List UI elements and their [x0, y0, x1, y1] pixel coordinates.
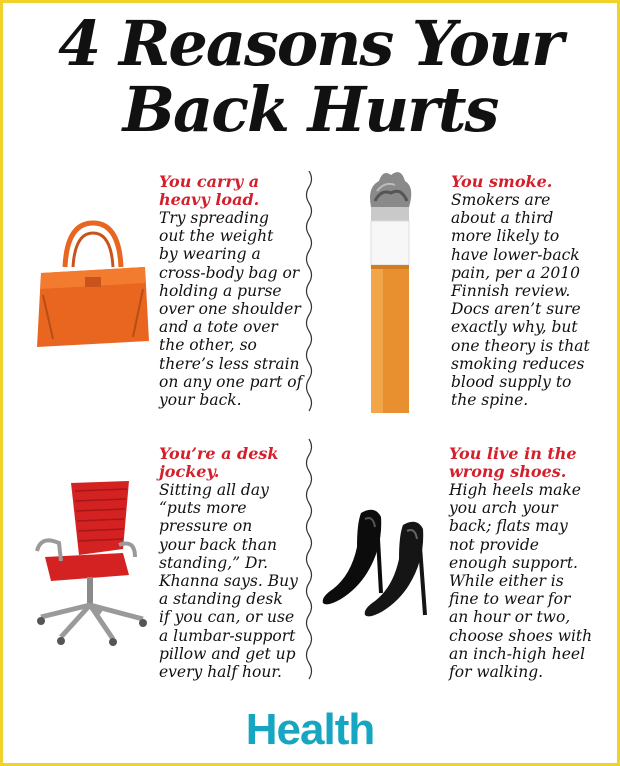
body-line: Sitting all day	[159, 481, 269, 499]
heading-line: wrong shoes.	[449, 462, 567, 481]
body-line: not provide	[449, 535, 539, 554]
body-line: more likely to	[451, 227, 560, 246]
body-line: if you can, or use	[159, 608, 295, 627]
page-title	[3, 7, 617, 146]
section-4-heading	[449, 445, 613, 481]
title-line-1: 4 Reasons Your	[58, 7, 562, 80]
body-line: Khanna says. Buy	[159, 572, 298, 591]
body-line: pain, per a 2010	[451, 263, 581, 282]
body-line: Docs aren’t sure	[451, 300, 581, 319]
body-line: one theory is that	[451, 336, 590, 355]
section-2-body	[451, 191, 611, 409]
section-1-heading	[159, 173, 309, 209]
heading-line: You carry a	[159, 172, 260, 191]
black-high-heels-image	[317, 503, 441, 623]
body-line: on any one part of	[159, 372, 303, 391]
title-line-2: Back Hurts	[122, 73, 498, 146]
body-line: your back than	[159, 535, 278, 554]
section-carry-load	[159, 173, 309, 409]
body-line: an inch-high heel	[449, 644, 586, 663]
heading-line: You live in the	[449, 444, 577, 463]
body-line: out the weight	[159, 227, 274, 246]
red-office-chair-image	[31, 477, 151, 647]
body-line: smoking reduces	[451, 354, 585, 373]
body-line: and a tote over	[159, 318, 278, 337]
body-line: the other, so	[159, 336, 257, 355]
body-line: choose shoes with	[449, 626, 593, 645]
body-line: blood supply to	[451, 373, 572, 392]
body-line: Finnish review.	[451, 282, 571, 301]
heading-line: You smoke.	[451, 172, 553, 191]
section-wrong-shoes	[449, 445, 613, 681]
body-line: standing,” Dr.	[159, 553, 269, 572]
section-smoke	[451, 173, 611, 409]
body-line: cross-body bag or	[159, 263, 300, 282]
orange-handbag-image	[33, 215, 153, 355]
heading-line: heavy load.	[159, 190, 260, 209]
body-line: every half hour.	[159, 663, 282, 682]
body-line: “puts more	[159, 499, 247, 518]
body-line: pillow and get up	[159, 644, 296, 663]
body-line: you arch your	[449, 499, 558, 518]
body-line: High heels make	[449, 481, 581, 499]
body-line: about a third	[451, 209, 554, 228]
body-line: back; flats may	[449, 517, 568, 536]
heading-line: jockey.	[159, 462, 220, 481]
body-line: holding a purse	[159, 281, 282, 300]
body-line: Smokers are	[451, 191, 551, 209]
body-line: your back.	[159, 391, 242, 410]
section-3-body	[159, 481, 309, 681]
cigarette-image	[361, 167, 421, 419]
body-line: an hour or two,	[449, 608, 571, 627]
body-line: the spine.	[451, 391, 529, 410]
body-line: there’s less strain	[159, 354, 300, 373]
body-line: exactly why, but	[451, 318, 578, 337]
body-line: by wearing a	[159, 245, 261, 264]
body-line: Try spreading	[159, 209, 269, 227]
section-4-body	[449, 481, 613, 681]
body-line: have lower-back	[451, 245, 580, 264]
body-line: enough support.	[449, 553, 578, 572]
section-1-body	[159, 209, 309, 409]
section-2-heading	[451, 173, 611, 191]
heading-line: You’re a desk	[159, 444, 279, 463]
section-desk-jockey	[159, 445, 309, 681]
body-line: While either is	[449, 572, 564, 591]
health-logo: Health	[245, 705, 375, 754]
body-line: pressure on	[159, 517, 253, 536]
body-line: over one shoulder	[159, 300, 301, 319]
section-3-heading	[159, 445, 309, 481]
body-line: fine to wear for	[449, 590, 571, 609]
body-line: for walking.	[449, 663, 544, 682]
body-line: a standing desk	[159, 590, 283, 609]
body-line: a lumbar-support	[159, 626, 296, 645]
